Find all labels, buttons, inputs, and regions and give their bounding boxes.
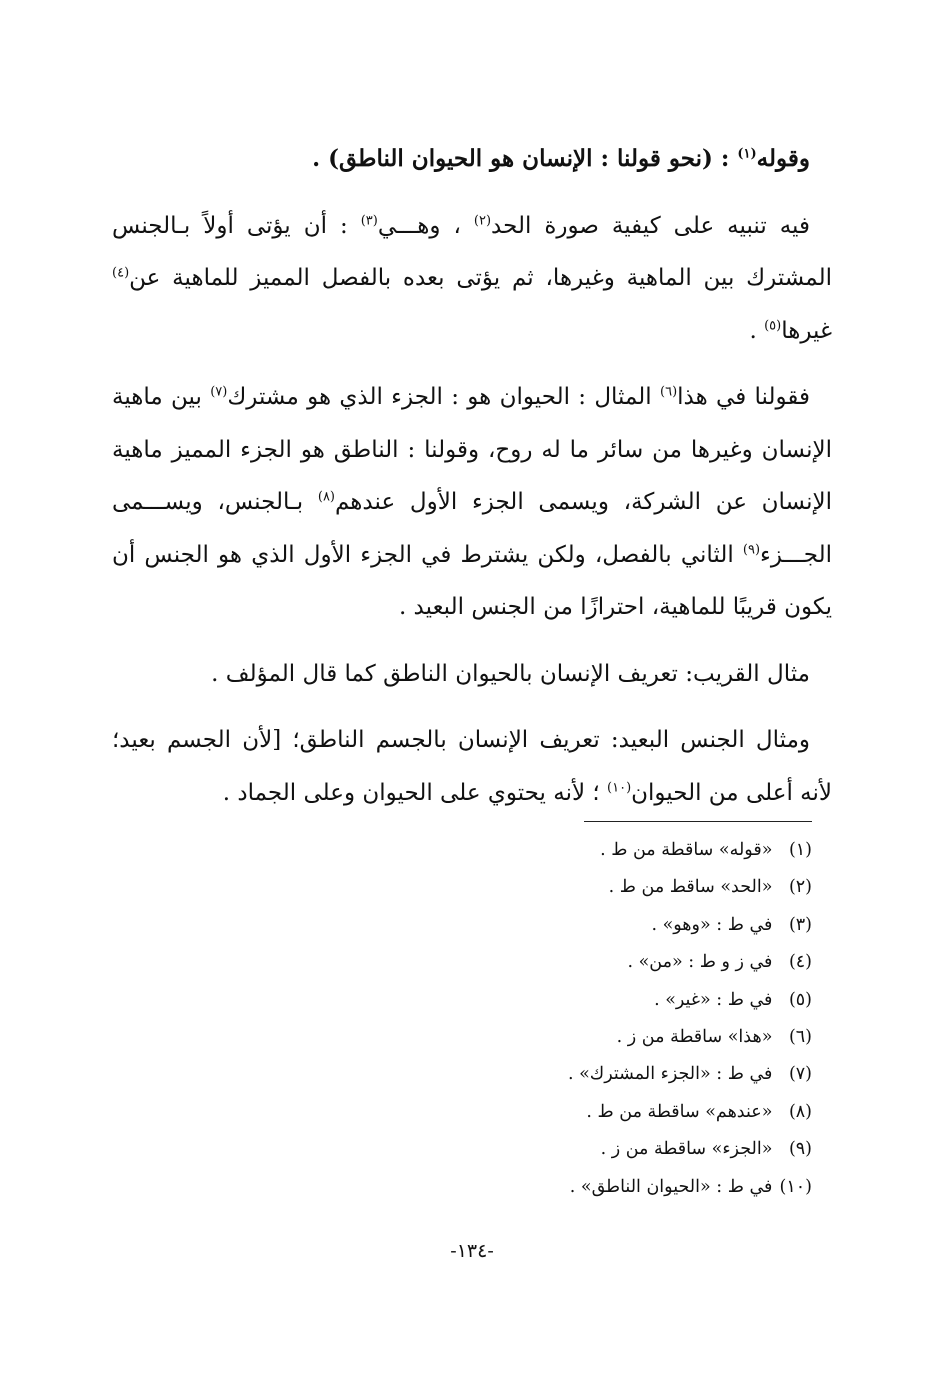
text-run: فقولنا في هذا [677, 384, 811, 410]
text-run: بين ماهية الإنسان وغيرها من سائر ما له روح، وقولنا : الناطق هو الجزء المميز ماهية الإنسان عن الشركة، ويسمى الجزء الأول عندهم [112, 384, 832, 515]
footnote-text: في ز و ط : «من» . [627, 952, 773, 973]
footnote-text: في ط : «غير» . [654, 989, 773, 1010]
footnote-text: في ط : «الجزء المشترك» . [567, 1064, 773, 1085]
footnote-text: في ط : «وهو» . [651, 914, 773, 935]
heading-lead: وقوله [756, 145, 810, 172]
footnote-item [212, 869, 812, 906]
footnote-ref: (٧) [210, 384, 228, 400]
heading-quote-text: : (نحو قولنا : الإنسان هو الحيوان الناطق) . [312, 145, 730, 172]
footnote-number: (٦) [788, 1027, 812, 1048]
footnote-ref: (٩) [742, 541, 761, 557]
text-run: : أن يؤتى أولاً بـالجنس المشترك بين الماهية وغيرها، ثم يؤتى بعده بالفصل المميز للماهية عن [112, 212, 832, 291]
heading-quote [112, 133, 832, 186]
footnote-item [212, 1131, 812, 1168]
footnote-number: (٩) [788, 1139, 812, 1160]
text-run: المثال : الحيوان هو : الجزء الذي هو مشترك [227, 384, 661, 410]
text-run: ، وهـــي [377, 212, 474, 239]
footnote-item [212, 832, 812, 869]
text-run: فيه تنبيه على كيفية صورة الحد [491, 212, 810, 239]
text-run: . [749, 317, 765, 344]
footnote-number: (٣) [788, 914, 812, 935]
footnote-item [212, 1094, 812, 1131]
footnote-ref: (٦) [660, 384, 678, 400]
footnote-separator [584, 821, 812, 822]
footnote-number: (١) [788, 840, 812, 860]
footnote-ref: (٣) [360, 212, 378, 228]
footnote-text: «عندهم» ساقطة من ط . [586, 1101, 773, 1122]
footnote-item [212, 907, 812, 944]
footnote-text: «هذا» ساقطة من ز . [616, 1027, 773, 1048]
footnote-ref: (١) [737, 146, 757, 162]
footnote-ref: (٤) [112, 265, 130, 281]
page-number: -١٣٤- [450, 1240, 494, 1262]
footnote-item [212, 1169, 812, 1206]
text-run: الثاني بالفصل، ولكن يشترط في الجزء الأول الذي هو الجنس أن يكون قريبًا للماهية، احترازًا من الجنس البعيد . [112, 541, 832, 620]
footnote-number: (٧) [788, 1064, 812, 1085]
footnote-ref: (٥) [764, 317, 782, 333]
footnote-item [212, 982, 812, 1019]
footnote-number: (٨) [788, 1101, 812, 1122]
footnote-text: «الحد» ساقط من ط . [608, 877, 773, 898]
text-run: ؛ لأنه يحتوي على الحيوان وعلى الجماد . [222, 779, 608, 806]
paragraph [112, 714, 832, 819]
footnote-ref: (٢) [473, 212, 492, 228]
footnote-number: (٢) [788, 877, 812, 898]
footnote-text: «قوله» ساقطة من ط . [600, 840, 773, 860]
text-run: غيرها [781, 317, 832, 344]
paragraph: مثال القريب: تعريف الإنسان بالحيوان الناطق كما قال المؤلف . [211, 660, 810, 687]
text-run: ومثال الجنس البعيد: تعريف الإنسان بالجسم الناطق؛ [لأن الجسم بعيد؛ لأنه أعلى من الحيوان [112, 727, 832, 806]
footnote-number: (٤) [788, 952, 812, 973]
main-text [112, 133, 832, 833]
footnote-ref: (١٠) [607, 779, 632, 795]
footnote-ref: (٨) [317, 489, 335, 505]
footnote-text: في ط : «الحيوان الناطق» . [569, 1176, 773, 1197]
footnote-item [212, 1019, 812, 1056]
text-run: بـالجنس، ويســـمى الجـــزء [112, 489, 832, 568]
footnote-number: (٥) [788, 989, 812, 1010]
footnote-item [212, 944, 812, 981]
footnote-item [212, 1056, 812, 1093]
footnote-number: (١٠) [779, 1176, 812, 1197]
paragraph [112, 200, 832, 358]
paragraph [112, 371, 832, 634]
footnote-text: «الجزء» ساقطة من ز . [600, 1139, 773, 1160]
footnotes-list [212, 832, 812, 1206]
